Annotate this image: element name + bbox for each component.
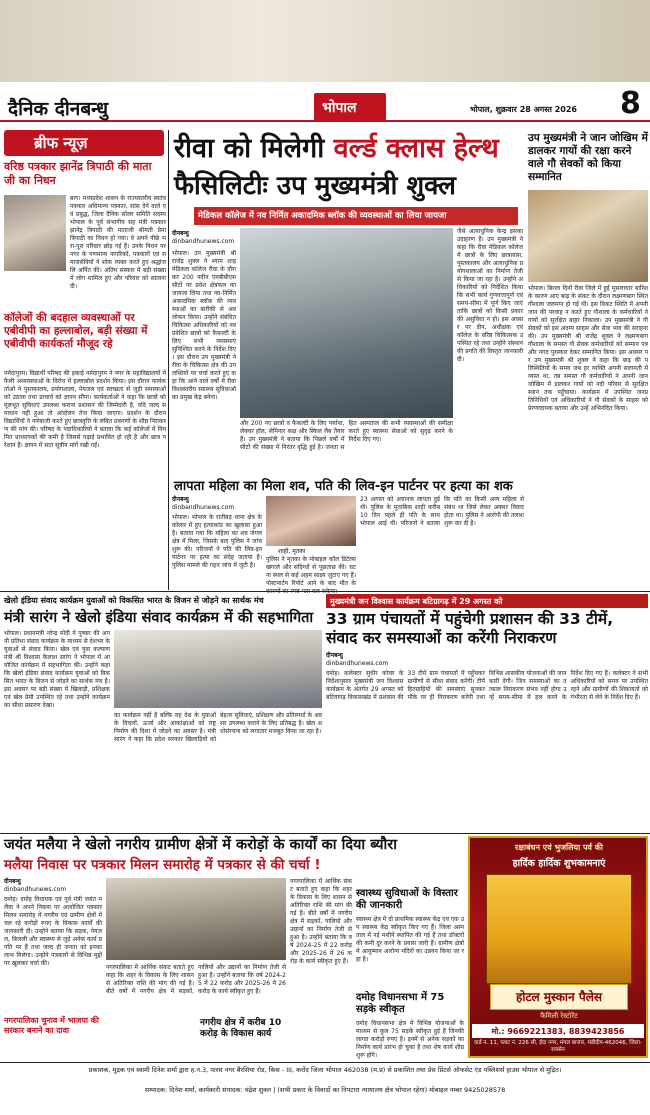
advert-address: वार्ड न. 11, प्लाट न. 226 सी, ईदा नगर, मंगल बाजार, मंडीदीप-462046, जिला-रायसेन xyxy=(474,1040,642,1053)
dateline: भोपाल, शुक्रवार 28 अगस्त 2026 xyxy=(470,105,577,114)
lead-body-left: भोपाल। उप मुख्यमंत्री श्री राजेंद्र शुक्ल ने श्याम शाह मेडिकल कॉलेज रीवा के दौरा कर 200 नवीन एमबीबीएस सीटों पर प्रवेश क्षेत्रफल का जायजा लिया तथा नव-निर्मित अकादमिक ब्लॉक की व्यवस्थाओं का बारीकी से अवलोकन किया। उन्होंने संबंधित चिकित्सा अधिकारियों को नव प्रवेशित छात्रों को फैकल्टी के लिए सभी व्यवस्थाएं सुनिश्चित करने के निर्देश दिए। इस दौरान उप मुख्यमंत्री ने रीवा के चिकित्सा क्षेत्र की उपलब्धियों पर चर्चा करते हुए कहा कि आने वाले वर्षों में रीवा विश्वस्तरीय स्वास्थ्य सुविधाओं का प्रमुख केंद्र बनेगा। xyxy=(172,250,236,401)
lead-headline-line1 xyxy=(174,133,499,165)
jayant-headline-line2: मलैया निवास पर पत्रकार मिलन समारोह में पत्रकार से की चर्चा ! xyxy=(4,857,321,873)
mid-banner-byline-site: dinbandhunews.com xyxy=(326,660,389,667)
top-right-headline: उप मुख्यमंत्री ने जान जोखिम में डालकर गायों की रक्षा करने वाले गौ सेवकों को किया सम्मानित xyxy=(528,132,648,183)
khelo-kicker: खेलो इंडिया संवाद कार्यक्रम युवाओं को विकसित भारत के विजन से जोड़ने का सार्थक मंच xyxy=(4,596,264,605)
footer-imprint: प्रकाशक, मुद्रक एवं स्वामी दिनेश शर्मा द्वारा ह.न.3, पारस नगर बैरसिया रोड, किस - III, करोंद जिला भोपाल 462038 (म.प्र) से प्रकाशित तथा प्रेस प्रिंटर्स ऑफसेट एंड पब्लिशर्स हाउस भोपाल से मुद्रित। xyxy=(88,1066,562,1074)
footer-editor: सम्पादक: दिनेश शर्मा, कार्यकारी संपादक: चंद्रेश शुक्ल | (सभी प्रकार के विवादों का निपटारा न्यायालय क्षेत्र भोपाल रहेगा) मोबाइल नम्बर 9425028578 xyxy=(144,1086,506,1094)
lead-byline-paper: दीनबन्धु xyxy=(172,230,189,237)
sub-a-title: स्वास्थ्य सुविधाओं के विस्तार की जानकारी xyxy=(356,888,458,911)
advert-kicker: रक्षाबंधन एवं भुजलिया पर्व की xyxy=(515,843,603,852)
lapata-photo xyxy=(266,496,356,546)
advert-hotel-name: होटल मुस्कान पैलेस xyxy=(516,990,602,1004)
khelo-body-left: भोपाल। प्रधानमंत्री नरेन्द्र मोदी ने पुष्कर की अपनी प्रतिभा संवाद कार्यक्रम के माध्यम से देशभर के युवाओं से संवाद किया। खेल एवं युवा कल्याण मंत्री श्री विश्वास कैलाश सारंग ने भोपाल में आयोजित कार्यक्रम में सहभागिता की। उन्होंने कहा कि खेलो इंडिया संवाद कार्यक्रम युवाओं को विकसित भारत के विजन से जोड़ने का सार्थक मंच है। इस अवसर पर बड़ी संख्या में खिलाड़ी, प्रशिक्षक एवं खेल प्रेमी उपस्थित रहे तथा उन्होंने कार्यक्रम का सीधा प्रसारण देखा। xyxy=(4,630,110,709)
advert-greeting: हार्दिक हार्दिक शुभकामनाएं xyxy=(512,858,606,869)
lapata-headline: लापता महिला का मिला शव, पति की लिव-इन पार्टनर पर हत्या का शक xyxy=(174,479,513,494)
khelo-headline: मंत्री सारंग ने खेलो इंडिया संवाद कार्यक्रम में की सहभागिता xyxy=(4,610,314,626)
mid-banner-body: दमोह। कलेक्टर सुधीर कोचर के निर्देशानुसार मुख्यमंत्री जन विश्वास कार्यक्रम के अंतर्गत 29 अगस्त को बटियागढ़ विकासखंड में प्रशासन की 33 टीमें ग्राम पंचायतों में पहुँचकर ग्रामीणों से सीधा संवाद करेंगी। टीमें हितग्राहियों की समस्याएं सुनकर मौके पर ही निराकरण करेंगी तथा विभिन्न शासकीय योजनाओं की जानकारी देंगी। जिन समस्याओं का तत्काल निराकरण संभव नहीं होगा उन्हें समय-सीमा में हल करने के निर्देश दिए गए हैं। कलेक्टर ने सभी अधिकारियों को समय पर उपस्थित रहने और ग्रामीणों की शिकायतों को गंभीरता से लेने के निर्देश दिए हैं। xyxy=(326,670,648,701)
lead-headline-line2: फैसिलिटीः उप मुख्यमंत्री शुक्ल xyxy=(174,171,456,201)
masthead-title: दैनिक दीनबन्धु xyxy=(8,98,109,120)
jayant-photo xyxy=(106,878,286,960)
jayant-byline xyxy=(4,878,66,894)
lead-photo xyxy=(240,228,453,418)
section-rule xyxy=(0,591,650,592)
brief-item2-body: नर्मदापुरम। विद्यार्थी परिषद की इकाई नर्मदापुरम ने नगर के महाविद्यालयों में फैली अव्यवस्थाओं के विरोध में हल्लाबोल प्रदर्शन किया। इस दौरान कार्यकर्ताओं ने पुस्तकालय, प्रयोगशाला, पेयजल एवं स्वच्छता से जुड़ी समस्याओं को उठाया तथा प्राचार्य को ज्ञापन सौंपा। कार्यकर्ताओं ने कहा कि छात्रों को मूलभूत सुविधाएं उपलब्ध कराना प्रशासन की जिम्मेदारी है, यदि जल्द समाधान नहीं हुआ तो आंदोलन तेज किया जाएगा। प्रदर्शन के दौरान विद्यार्थियों ने नारेबाजी करते हुए छात्रवृत्ति के लंबित प्रकरणों के शीघ्र निराकरण की मांग की। परिषद के पदाधिकारियों ने बताया कि कई कॉलेजों में नियमित प्राध्यापकों की कमी है जिससे पढ़ाई प्रभावित हो रही है और छात्र परेशान हैं। ज्ञापन में सात सूत्रीय मांगें रखी गईं। xyxy=(4,370,166,449)
top-right-body: भोपाल। बिरला दिनों रीवा जिले में हुई मूसलाधार बारिश के कारण आए बाढ़ के संकट के दौरान लक्ष्मणबाग स्थित गौशाला जलमग्न हो गई थी। इस विकट स्थिति में अपनी जान की परवाह न करते हुए गौशाला के कर्मचारियों ने गायों को सुरक्षित बाहर निकाला। उप मुख्यमंत्री ने गौ सेवकों को इस अदम्य साहस और सेवा भाव की सराहना की। उप मुख्यमंत्री श्री राजेंद्र शुक्ल ने लक्ष्मणबाग गौशाला के समस्त गौ सेवक कर्मचारियों को सम्मान पत्र और नगद पुरस्कार देकर सम्मानित किया। इस अवसर पर उप मुख्यमंत्री श्री शुक्ल ने कहा कि बाढ़ की परिस्थितियों के समय जब हर व्यक्ति अपनी सलामती में व्यस्त था, तब समस्त गौ कर्मचारियों ने अपनी जान जोखिम में डालकर गायों को नदी परिसर से सुरक्षित स्थान तक पहुँचाया। कार्यक्रम में उपस्थित जनप्रतिनिधियों एवं अधिकारियों ने गौ सेवकों के साहस को प्रेरणादायक बताया और उन्हें अभिनंदित किया। xyxy=(528,285,648,412)
mid-banner-headline: 33 ग्राम पंचायतों में पहुंचेगी प्रशासन की 33 टीमें, संवाद कर समस्याओं का करेंगी निराकरण xyxy=(326,610,614,647)
masthead-area xyxy=(0,0,650,130)
brief-item2-headline: कॉलेजों की बदहाल व्यवस्थाओं पर एबीवीपी का हल्लाबोल, बड़ी संख्या में एबीवीपी कार्यकर्ता मौजूद रहे xyxy=(4,312,148,350)
mid-banner-kicker: मुख्यमंत्री जन विश्वास कार्यक्रम बटिग्रागढ़ में 29 अगस्त को xyxy=(330,597,503,606)
lapata-byline xyxy=(172,496,234,512)
lead-subhead: मेडिकल कॉलेज में नव निर्मित अकादमिक ब्लॉक की व्यवस्थाओं का लिया जायजा xyxy=(198,211,447,221)
khelo-body-right: का कार्यक्रम नहीं है बल्कि यह देश के युवाओं के विचारों, ऊर्जा और आकांक्षाओं को राष्ट्र निर्माण की दिशा में जोड़ने का अवसर है। मंत्री सारंग ने कहा कि प्रदेश सरकार खिलाड़ियों को बेहतर सुविधाएं, प्रशिक्षण और प्रतिस्पर्धा के अवसर उपलब्ध कराने के लिए प्रतिबद्ध है। खेल अधोसंरचना को लगातार मजबूत किया जा रहा है। xyxy=(114,712,322,743)
jayant-body-col3: नगरपालिका में आर्थिक संकट बताते हुए कहा कि शहर के विकास के लिए शासन से अतिरिक्त राशि की मांग की गई है। बीते वर्षों में नगरीय क्षेत्र में सड़कों, नालियों और उद्यानों का निर्माण तेजी से हुआ है। उन्होंने बताया कि वर्ष 2024-25 में 22 करोड़ और 2025-26 में 26 करोड़ के कार्य स्वीकृत हुए हैं। xyxy=(290,878,352,965)
jayant-headline-line1: जयंत मलैया ने खेलो नगरीय ग्रामीण क्षेत्रों में करोड़ों के कार्यों का दिया ब्यौरा xyxy=(4,837,397,853)
sub-b-title: दमोह विधानसभा में 75 सड़के स्वीकृत xyxy=(356,992,445,1015)
khelo-photo xyxy=(114,630,322,708)
lead-body-under-photo: और 200 नए छात्रों व फैकल्टी के लिए पर्याप्त, लेक्चर हॉल, सेमिनार कक्ष और स्किल लैब तैयार हैं। उप मुख्यमंत्री ने बताया कि पिछले वर्षों में सीटों की संख्या में निरंतर वृद्धि हुई है। जनता सहित अस्पताल की सभी व्यवस्थाओं की समीक्षा करते हुए स्वास्थ्य सेवाओं को सुदृढ़ करने के निर्देश दिए गए। xyxy=(240,420,453,451)
column-rule xyxy=(168,130,169,590)
top-right-photo xyxy=(528,190,648,282)
sub-b-body: दमोह विधानसभा क्षेत्र में विभिन्न योजनाओं के माध्यम से कुल 75 सड़कें स्वीकृत हुई हैं जिनकी लागत करोड़ों रुपए है। इनमें से अनेक सड़कों का निर्माण कार्य प्रारंभ हो चुका है तथा शेष कार्य शीघ्र शुरू होंगे। xyxy=(356,1020,464,1059)
jayant-body-left: दमोह। दमोह विधायक एवं पूर्व मंत्री जयंत मलैया ने अपने निवास पर आयोजित पत्रकार मिलन समारोह में नगरीय एवं ग्रामीण क्षेत्रों में चल रहे करोड़ों रुपए के विकास कार्यों की जानकारी दी। उन्होंने बताया कि सड़क, पेयजल, बिजली और स्वास्थ्य से जुड़े अनेक कार्य प्रगति पर हैं तथा जल्द ही जनता को इनका लाभ मिलेगा। उन्होंने पत्रकारों से विभिन्न मुद्दों पर खुलकर चर्चा की। xyxy=(4,896,102,967)
mid-banner-byline xyxy=(326,652,388,668)
jayant-body-mid: नगरपालिका में आर्थिक संकट बताते हुए कहा कि शहर के विकास के लिए शासन से अतिरिक्त राशि की मांग की गई है। बीते वर्षों में नगरीय क्षेत्र में सड़कों, नालियों और उद्यानों का निर्माण तेजी से हुआ है। उन्होंने बताया कि वर्ष 2024-25 में 22 करोड़ और 2025-26 में 26 करोड़ के कार्य स्वीकृत हुए हैं। xyxy=(106,964,286,995)
mid-banner-byline-paper: दीनबन्धु xyxy=(326,652,343,659)
lead-headline-part-b: वर्ल्ड क्लास हेल्थ xyxy=(333,133,499,164)
lapata-photo-caption: शाही, मृतका xyxy=(278,548,306,555)
section-rule-2 xyxy=(0,833,650,834)
page-number: 8 xyxy=(620,86,641,121)
sub-a-body: स्वास्थ्य क्षेत्र में दो प्राथमिक स्वास्थ्य केंद्र एवं एक उप स्वास्थ्य केंद्र स्वीकृत किए गए हैं। जिला अस्पताल में नई मशीनें स्थापित की गई हैं तथा डॉक्टरों की कमी दूर करने के प्रयास जारी हैं। ग्रामीण क्षेत्रों में आयुष्मान आरोग्य मंदिरों का उन्नयन किया जा रहा है। xyxy=(356,916,464,963)
lapata-body-mid: पुलिस ने मृतका के मोबाइल कॉल डिटेल्स खंगाले और संदिग्धों से पूछताछ की। घटना स्थल से कई अहम साक्ष्य जुटाए गए हैं। पोस्टमार्टम रिपोर्ट आने के बाद मौत के xyxy=(266,556,356,587)
masthead-banner-image xyxy=(0,0,650,82)
lapata-body-right: 23 अगस्त को अचानक लापता हुई थी। पुलिस के मुताबिक शाही करीब 10 दिन पहले ही पति के साथ भोपाल आई थी। परिजनों ने बताया कि पति का किसी अन्य महिला से संबंध था जिसे लेकर अक्सर विवाद होता था। पुलिस ने आरोपी की तलाश शुरू कर दी है। xyxy=(360,496,524,527)
advert-hotel-sub: फैमिली रेस्टोरेंट xyxy=(540,1012,578,1020)
jayant-byline-site: dinbandhunews.com xyxy=(4,886,67,893)
advert-contact-phone: मो.: 9669221383, 8839423856 xyxy=(491,1027,625,1036)
lapata-byline-paper: दीनबन्धु xyxy=(172,496,189,503)
section-name: भोपाल xyxy=(322,100,357,116)
advert-building-image xyxy=(486,874,632,984)
brief-news-title: ब्रीफ न्यूज़ xyxy=(34,134,88,152)
jayant-byline-paper: दीनबन्धु xyxy=(4,878,21,885)
lead-byline xyxy=(172,230,234,246)
lead-byline-site: dinbandhunews.com xyxy=(172,238,235,245)
footer-rule xyxy=(0,1062,650,1063)
lead-body-right: जैसे अत्याधुनिक केन्द्र इसका उदाहरण हैं। उप मुख्यमंत्री ने कहा कि रीवा मेडिकल कॉलेज में छात्रों के लिए छात्रावास, पुस्तकालय और अत्याधुनिक प्रयोगशालाओं का निर्माण तेजी से किया जा रहा है। उन्होंने अधिकारियों को निर्देशित किया कि सभी कार्य गुणवत्तापूर्ण एवं समय-सीमा में पूर्ण किए जाएं ताकि छात्रों को किसी प्रकार की असुविधा न हो। इस अवसर पर डीन, अधीक्षक एवं कॉलेज के वरिष्ठ चिकित्सक उपस्थित रहे तथा उन्होंने संस्थान की प्रगति की विस्तृत जानकारी दी। xyxy=(457,228,523,363)
jayant-subhead-left: नगरपालिका चुनाव में भाजपा की सरकार बनाने का दावा xyxy=(4,1016,99,1035)
lapata-byline-site: dinbandhunews.com xyxy=(172,504,235,511)
lead-headline-part-a: रीवा को मिलेगी xyxy=(174,133,334,164)
lapata-body-left: भोपाल। भोपाल के रातीबड़ थाना क्षेत्र के कोलार में हुए हत्याकांड का खुलासा हुआ है। बताया गया कि महिला का शव जंगल क्षेत्र में मिला, जिसके बाद पुलिस ने जांच शुरू की। परिजनों ने पति की लिव-इन पार्टनर पर हत्या का संदेह जताया है। पुलिस मामले की गहन जांच में जुटी है। xyxy=(172,514,262,569)
brief-item1-headline: वरिष्ठ पत्रकार झानेंद्र त्रिपाठी की माता जी का निधन xyxy=(4,160,152,187)
jayant-subhead-mid: नगरीय क्षेत्र में करीब 10 करोड़ के विकास कार्य xyxy=(200,1018,282,1039)
brief-item1-body: बाग। मध्यप्रदेश शासन के राज्यस्तरीय स्वतंत्र पत्रकार अधिमान्य पत्रकार, सांस देने वाले एवं प्रबुद्ध, जिला दैनिक सोलर समिति सदस्य भोपाल के पूर्व संभागीय सह मंत्री पत्रकार झानेंद्र त्रिपाठी की माताजी श्रीमती प्रेमा त्रिपाठी का निधन हो गया। वे अपने पीछे भरा-पूरा परिवार छोड़ गई हैं। उनके निधन पर नगर के गणमान्य नागरिकों, पत्रकारों एवं समाजसेवियों ने शोक व्यक्त करते हुए श्रद्धांजलि अर्पित की। अंतिम संस्कार में बड़ी संख्या में लोग शामिल हुए और परिवार को सांत्वना दी। xyxy=(70,195,166,290)
